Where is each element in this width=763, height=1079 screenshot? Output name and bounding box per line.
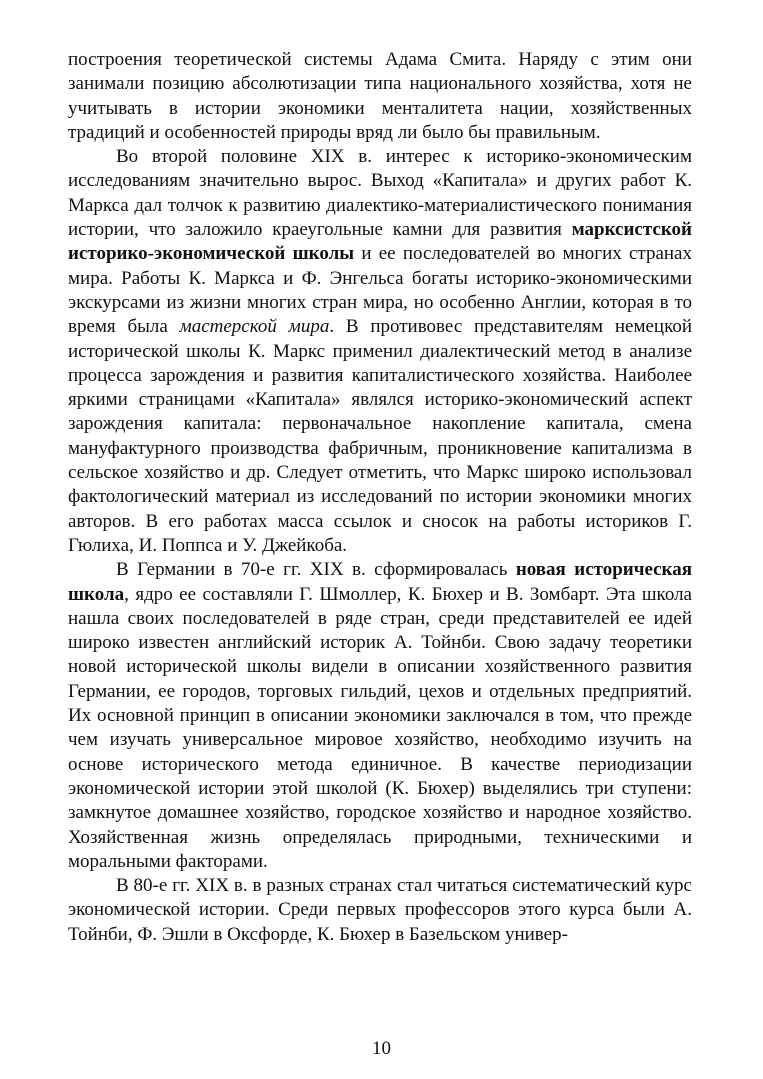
term-marxist-school: марксистской историко-экономической школы [68, 219, 692, 265]
paragraph-4-text: В 80-е гг. XIX в. в разных странах стал читаться систематический курс экономической истории. Среди первых профессоров этого курса были А. Тойнби, Ф. Эшли в Оксфорде, К. Бюхер в Базельском универ- [68, 875, 692, 945]
paragraph-3-text-a: В Германии в 70-е гг. XIX в. сформировалась [116, 559, 516, 581]
term-workshop-of-the-world: мастерской мира [179, 316, 330, 338]
page-number: 10 [372, 1038, 391, 1059]
paragraph-2 [68, 145, 692, 558]
paragraph-2-text-e: . В противовес представителям немецкой исторической школы К. Маркс применил диалектический метод в анализе процесса зарождения и развития капиталистического хозяйства. Наиболее яркими страницами «Капитала» являлся историко-экономический аспект зарождения капитала: первоначальное накопление капитала, смена мануфактурного производства фабричным, проникновение капитализма в сельское хозяйство и др. Следует отметить, что Маркс широко использовал фактологический материал из исследований по истории экономики многих авторов. В его работах масса ссылок и сносок на работы историков Г. Гюлиха, И. Поппса и У. Джейкоба. [68, 316, 693, 556]
paragraph-2-text-c: и ее последователей во многих странах мира. Работы К. Маркса и Ф. Энгельса богаты историко-экономическими экскурсами из жизни многих стран мира, но особенно Англии, которая в то время была [68, 243, 692, 338]
paragraph-4 [68, 874, 692, 947]
paragraph-1-text: построения теоретической системы Адама Смита. Наряду с этим они занимали позицию абсолютизации типа национального хозяйства, хотя не учитывать в истории экономики менталитета нации, хозяйственных традиций и особенностей природы вряд ли было бы правильным. [68, 49, 692, 143]
paragraph-3 [68, 558, 692, 874]
paragraph-2-text-a: Во второй половине XIX в. интерес к историко-экономическим исследованиям значительно вырос. Выход «Капитала» и других работ К. Маркса дал толчок к развитию диалектико-материалистического понимания истории, что заложило краеугольные камни для развития [68, 146, 692, 241]
term-new-historical-school: новая историческая школа [68, 559, 692, 605]
paragraph-3-text-c: , ядро ее составляли Г. Шмоллер, К. Бюхер и В. Зомбарт. Эта школа нашла своих последователей в ряде стран, среди представителей ее идей широко известен английский историк А. Тойнби. Свою задачу теоретики новой исторической школы видели в описании хозяйственного развития Германии, ее городов, торговых гильдий, цехов и отдельных предприятий. Их основной принцип в описании экономики заключался в том, что прежде чем изучать универсальное мировое хозяйство, необходимо изучить на основе исторического метода единичное. В качестве периодизации экономической истории этой школой (К. Бюхер) выделялись три ступени: замкнутое домашнее хозяйство, городское хозяйство и народное хозяйство. Хозяйственная жизнь определялась природными, техническими и моральными факторами. [68, 583, 692, 872]
page-body [68, 48, 692, 947]
paragraph-1 [68, 48, 692, 145]
